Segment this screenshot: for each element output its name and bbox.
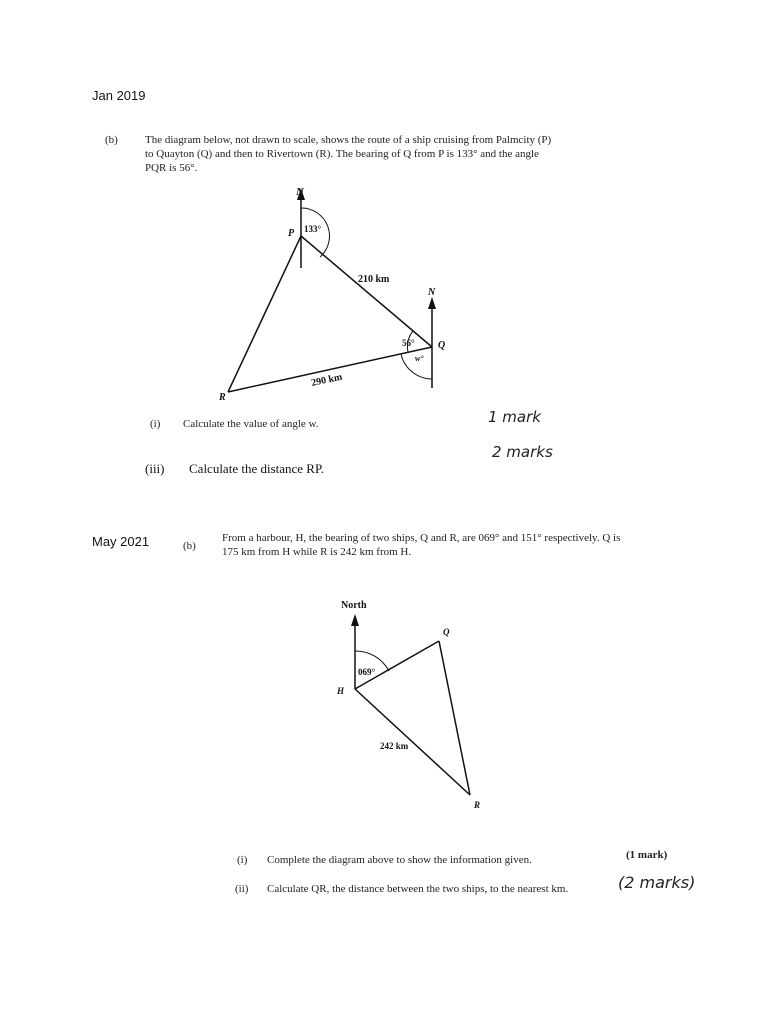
point-label-h: H [337, 686, 345, 696]
sub-question-text: Calculate the value of angle w. [183, 418, 319, 430]
handwritten-mark: 2 marks [492, 443, 553, 461]
north-arrow-h-icon [351, 614, 359, 626]
hr-length-label: 242 km [380, 741, 409, 751]
pq-length-label: 210 km [358, 274, 390, 285]
north-label: North [341, 600, 367, 611]
rq-length-label: 290 km [310, 371, 344, 389]
line-hr [355, 689, 470, 795]
angle-label-h: 069° [358, 667, 376, 677]
part-label: (b) [183, 540, 196, 552]
sub-question-number: (i) [150, 418, 161, 430]
point-label-q: Q [443, 627, 450, 637]
angle-label-w: w° [415, 354, 424, 363]
angle-label-p: 133° [304, 224, 322, 234]
north-label-p: N [296, 186, 304, 198]
sub-question-text: Calculate QR, the distance between the two ships, to the nearest km. [267, 883, 569, 895]
sub-question-number: (iii) [145, 461, 165, 476]
question-line: PQR is 56°. [145, 162, 198, 174]
marks-label: (1 mark) [626, 849, 668, 861]
point-label-r: R [474, 800, 481, 810]
line-qr [439, 641, 470, 795]
handwritten-marks: (2 marks) [618, 873, 696, 892]
point-label-q: Q [438, 340, 446, 351]
angle-label-q: 56° [402, 338, 415, 348]
question-line: From a harbour, H, the bearing of two ships, Q and R, are 069° and 151° respectively. Q is [222, 532, 621, 544]
north-label-q: N [428, 287, 436, 298]
part-label: (b) [105, 134, 118, 146]
point-label-r: R [219, 392, 226, 403]
line-hq [355, 641, 439, 689]
section-heading-jan-2019: Jan 2019 [92, 88, 146, 103]
sub-question-text: Calculate the distance RP. [189, 461, 325, 476]
question-line: The diagram below, not drawn to scale, shows the route of a ship cruising from Palmcity (P) [145, 134, 552, 146]
sub-question-text: Complete the diagram above to show the information given. [267, 854, 532, 866]
point-label-p: P [288, 228, 295, 239]
handwritten-mark: 1 mark [488, 408, 541, 426]
sub-question-number: (i) [237, 854, 248, 866]
question-line: 175 km from H while R is 242 km from H. [222, 546, 412, 558]
sub-question-number: (ii) [235, 883, 249, 895]
section-heading-may-2021: May 2021 [92, 534, 150, 549]
question-line: to Quayton (Q) and then to Rivertown (R). The bearing of Q from P is 133° and the angle [145, 148, 539, 160]
